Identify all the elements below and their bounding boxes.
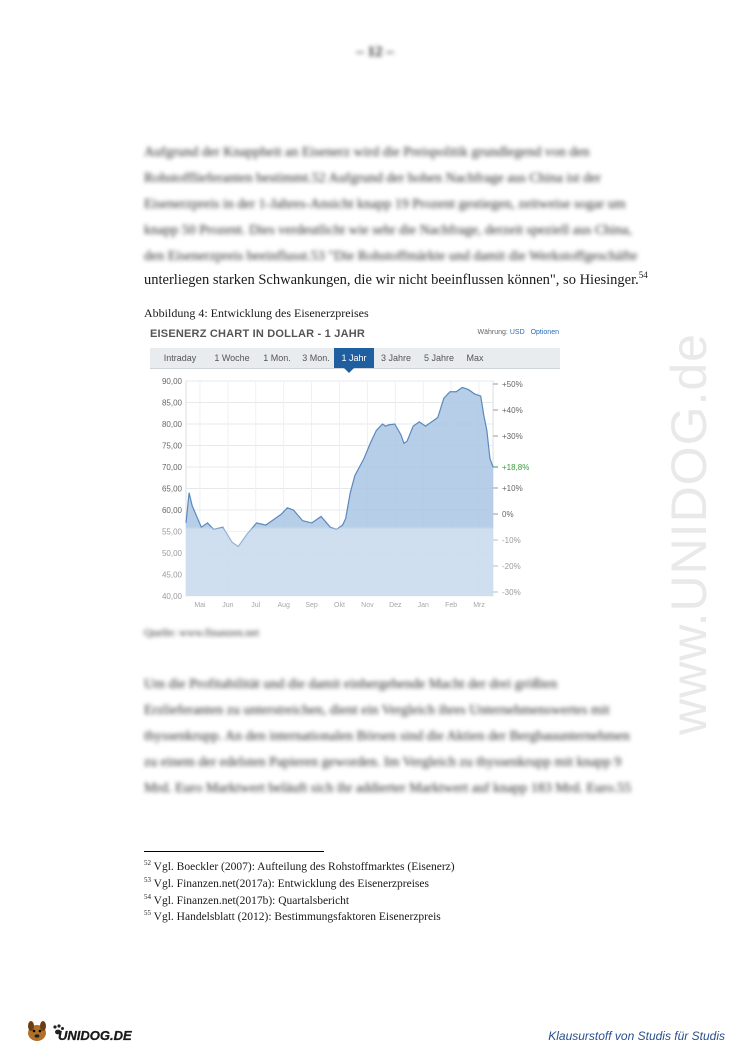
paragraph-1: [144, 140, 680, 270]
timeframe-tabs: [150, 348, 560, 369]
y-tick-label: 55,00: [161, 527, 182, 537]
x-tick-label: Dez: [389, 602, 402, 609]
x-tick-label: Aug: [277, 602, 290, 609]
x-tick-label: Mai: [194, 602, 206, 609]
tab-1-jahr[interactable]: 1 Jahr: [334, 348, 374, 368]
currency-label: Währung:: [477, 329, 508, 336]
tab-1-mon[interactable]: 1 Mon.: [263, 353, 291, 363]
x-tick-label: Feb: [445, 602, 458, 609]
footnote: [144, 857, 455, 874]
figure-source: Quelle: www.finanzen.net: [144, 627, 260, 639]
options-link[interactable]: Optionen: [530, 329, 559, 336]
x-tick-label: Sep: [305, 602, 318, 609]
x-tick-label: Jun: [222, 602, 234, 609]
unidog-logo: [24, 1015, 154, 1045]
footnote-text: Vgl. Finanzen.net(2017a): Entwicklung des Eisenerzpreises: [153, 877, 429, 890]
paragraph-line: Aufgrund der Knappheit an Eisenerz wird die Preispolitik grundlegend von den: [144, 145, 590, 160]
paragraph-line: Rohstofflieferanten bestimmt.52 Aufgrund der hohen Nachfrage aus China ist der: [144, 171, 601, 186]
y-tick-label: 85,00: [161, 398, 182, 408]
blurred-lower-chart: [143, 528, 567, 612]
x-tick-label: Nov: [361, 602, 374, 609]
paragraph-line: zu einem der edelsten Papieren geworden. Im Vergleich zu thyssenkrupp mit knapp 9: [144, 755, 622, 770]
right-tick-label: +50%: [502, 380, 523, 389]
y-tick-label: 50,00: [161, 549, 182, 558]
paragraph-2: [144, 672, 680, 802]
y-tick-label: 75,00: [161, 441, 182, 451]
footnote-text: Vgl. Handelsblatt (2012): Bestimmungsfaktoren Eisenerzpreis: [153, 911, 441, 924]
paragraph-line: Erzlieferanten zu unterstreichen, dient ein Vergleich ihres Unternehmenswertes mit: [144, 703, 610, 718]
footnote: [144, 907, 455, 924]
chart-options: [478, 329, 559, 336]
chart-title: EISENERZ CHART IN DOLLAR - 1 JAHR: [150, 328, 365, 340]
footnote: [144, 874, 455, 891]
unidog-watermark: [648, 280, 728, 740]
x-tick-label: Jul: [251, 602, 261, 609]
clear-quote-line: [144, 270, 648, 289]
tab-max[interactable]: Max: [466, 353, 484, 363]
y-tick-label: 40,00: [161, 592, 182, 601]
tab-5-jahre[interactable]: 5 Jahre: [423, 353, 455, 363]
page-number: – 12 –: [356, 44, 394, 60]
paragraph-line: knapp 50 Prozent. Dies verdeutlicht wie sehr die Nachfrage, derzeit speziell aus China,: [144, 223, 632, 238]
paragraph-line: Eisenerzpreis in der 1-Jahres-Ansicht knapp 19 Prozent gestiegen, zeitweise sogar um: [144, 197, 626, 212]
right-tick-label: -30%: [502, 588, 521, 597]
quote-text: unterliegen starken Schwankungen, die wir nicht beeinflussen können", so Hiesinger.: [144, 271, 639, 288]
footnote-number: 54: [144, 892, 151, 901]
y-tick-label: 80,00: [161, 420, 182, 429]
right-tick-label: +40%: [502, 406, 523, 415]
right-tick-label: 0%: [502, 510, 514, 519]
footnote-rule: [144, 851, 324, 852]
paragraph-line: Um die Profitabilität und die damit einhergehende Macht der drei größten: [144, 677, 558, 692]
footnotes: [144, 857, 455, 924]
right-tick-label: -20%: [502, 562, 521, 571]
tab-1-woche[interactable]: 1 Woche: [214, 353, 250, 363]
currency-select[interactable]: USD: [509, 329, 525, 336]
footnote: [144, 891, 455, 908]
figure-caption: Abbildung 4: Entwicklung des Eisenerzpreises: [144, 306, 369, 320]
paragraph-line: thyssenkrupp. An den internationalen Börsen sind die Aktien der Bergbauunternehmen: [144, 729, 630, 744]
x-tick-label: Jan: [417, 602, 429, 609]
y-tick-label: 90,00: [161, 377, 182, 386]
y-tick-label: 45,00: [161, 570, 182, 580]
tab-intraday[interactable]: Intraday: [163, 353, 197, 363]
footnote-number: 55: [144, 909, 151, 918]
footer-slogan: Klausurstoff von Studis für Studis: [548, 1029, 725, 1043]
y-tick-label: 60,00: [161, 506, 182, 515]
dog-mascot-icon: [28, 1021, 46, 1041]
active-tab-caret: [344, 368, 354, 373]
y-tick-label: 65,00: [161, 484, 182, 494]
right-tick-label: +10%: [502, 484, 523, 493]
footnote-number: 53: [144, 875, 151, 884]
footnote-number: 52: [144, 859, 151, 867]
chart-widget: [143, 322, 567, 612]
watermark-text: www.UNIDOG.de: [661, 333, 717, 735]
paragraph-line: Mrd. Euro Marktwert beläuft sich ihr addierter Marktwert auf knapp 183 Mrd. Euro.55: [144, 781, 632, 796]
logo-text: UNIDOG.DE: [58, 1028, 132, 1043]
y-tick-label: 70,00: [161, 463, 182, 472]
x-tick-label: Mrz: [473, 602, 485, 609]
right-tick-label: +30%: [502, 432, 523, 441]
footnote-ref: 54: [638, 270, 648, 280]
paragraph-line: den Eisenerzpreis beeinflusst.53 "Die Rohstoffmärkte und damit die Werkstoffgeschäfte: [144, 249, 638, 264]
x-tick-label: Okt: [334, 602, 345, 609]
footnote-text: Vgl. Finanzen.net(2017b): Quartalsbericht: [153, 894, 350, 907]
right-tick-label: -10%: [502, 536, 521, 545]
tab-3-jahre[interactable]: 3 Jahre: [380, 353, 412, 363]
current-change-label: +18,8%: [502, 463, 530, 472]
tab-3-mon[interactable]: 3 Mon.: [302, 353, 330, 363]
footnote-text: Vgl. Boeckler (2007): Aufteilung des Rohstoffmarktes (Eisenerz): [153, 860, 455, 873]
